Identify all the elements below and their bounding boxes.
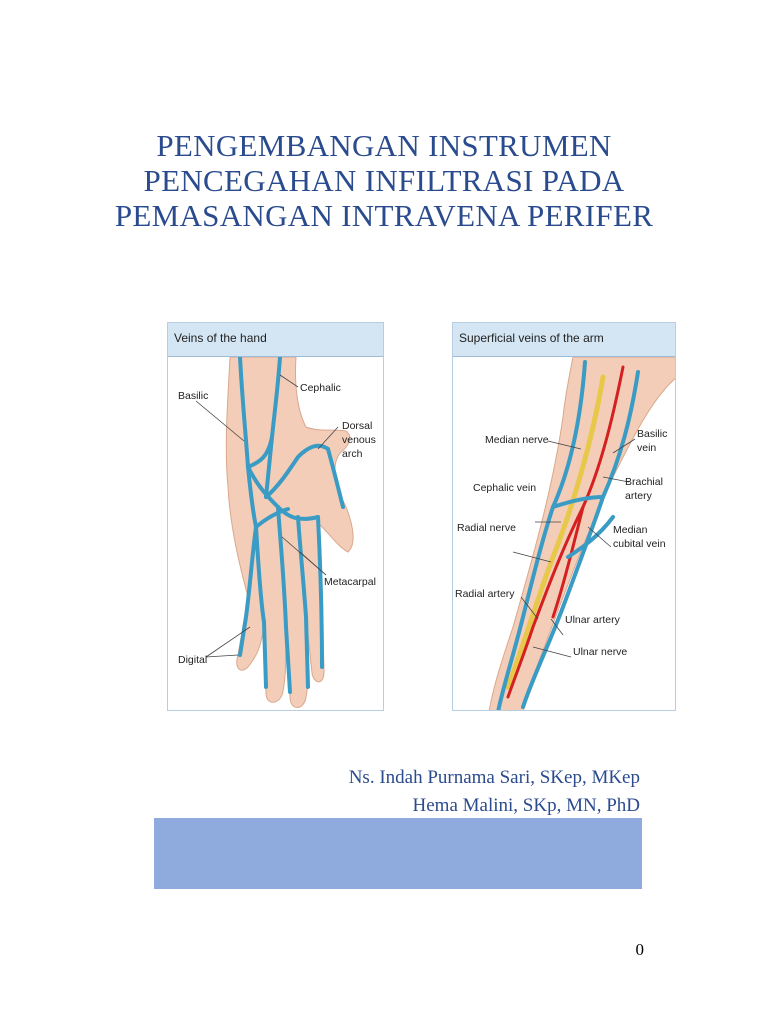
author-2: Hema Malini, SKp, MN, PhD — [412, 795, 640, 816]
label-basilic: Basilic — [178, 390, 209, 402]
label-median-cubital-2: cubital vein — [613, 538, 666, 550]
hand-illustration — [168, 357, 384, 711]
label-radial-nerve: Radial nerve — [457, 522, 516, 534]
arm-illustration — [453, 357, 676, 711]
label-dorsal-2: venous — [342, 434, 376, 446]
document-title — [0, 128, 768, 233]
label-dorsal-3: arch — [342, 448, 363, 460]
title-line-1: PENGEMBANGAN INSTRUMEN — [156, 128, 612, 163]
author-1: Ns. Indah Purnama Sari, SKep, MKep — [348, 767, 640, 788]
hand-veins-figure — [167, 322, 384, 711]
title-line-3: PEMASANGAN INTRAVENA PERIFER — [114, 198, 654, 233]
label-median-nerve: Median nerve — [485, 434, 549, 446]
decorative-color-band — [154, 818, 642, 889]
label-median-cubital-1: Median — [613, 524, 648, 536]
label-cephalic: Cephalic — [300, 382, 341, 394]
label-brachial-artery-2: artery — [625, 490, 652, 502]
label-basilic-vein-2: vein — [637, 442, 657, 454]
label-basilic-vein-1: Basilic — [637, 428, 668, 440]
author-list — [0, 764, 640, 820]
page-number: 0 — [635, 940, 644, 959]
label-brachial-artery-1: Brachial — [625, 476, 663, 488]
label-metacarpal: Metacarpal — [324, 576, 376, 588]
label-cephalic-vein: Cephalic vein — [473, 482, 537, 494]
label-radial-artery: Radial artery — [455, 588, 515, 600]
label-ulnar-nerve: Ulnar nerve — [573, 646, 628, 658]
arm-veins-figure — [452, 322, 676, 711]
label-ulnar-artery: Ulnar artery — [565, 614, 620, 626]
hand-figure-header: Veins of the hand — [168, 323, 383, 357]
label-dorsal-1: Dorsal — [342, 420, 373, 432]
label-digital: Digital — [178, 654, 208, 666]
title-line-2: PENCEGAHAN INFILTRASI PADA — [143, 163, 625, 198]
arm-figure-header: Superficial veins of the arm — [453, 323, 675, 357]
